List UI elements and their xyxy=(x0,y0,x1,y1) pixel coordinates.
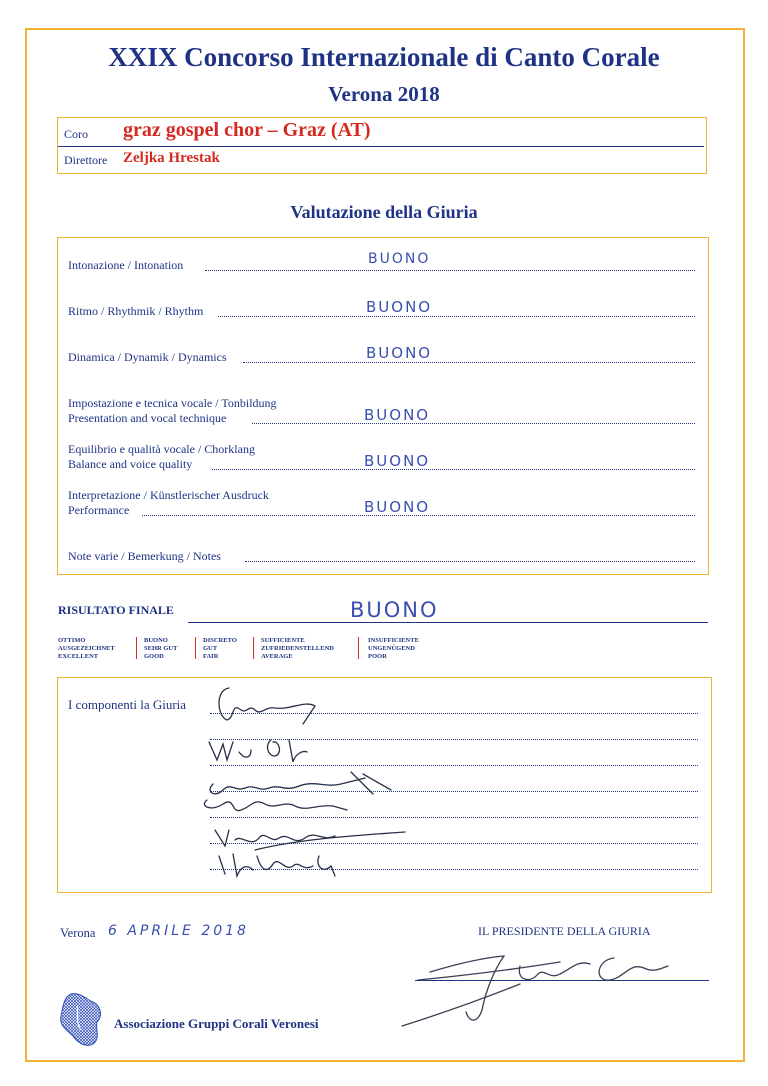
dotted-line xyxy=(205,270,695,271)
direttore-value: Zeljka Hrestak xyxy=(123,150,220,166)
criterion-label: Interpretazione / Künstlerischer Ausdruck xyxy=(68,488,269,502)
jury-signature xyxy=(204,800,347,811)
scale-de: AUSGEZEICHNET xyxy=(58,645,115,652)
scale-it: INSUFFICIENTE xyxy=(368,637,419,644)
dotted-line xyxy=(212,469,695,470)
criterion-label: Equilibrio e qualità vocale / Chorklang xyxy=(68,442,255,456)
scale-it: DISCRETO xyxy=(203,637,237,644)
criterion-label: Note varie / Bemerkung / Notes xyxy=(68,549,221,563)
criterion-grade: BUONO xyxy=(366,344,433,362)
final-result-label: RISULTATO FINALE xyxy=(58,603,174,617)
scale-en: AVERAGE xyxy=(261,653,293,660)
scale-separator xyxy=(195,637,196,659)
criterion-label: Dinamica / Dynamik / Dynamics xyxy=(68,350,227,364)
page-title: XXIX Concorso Internazionale di Canto Corale xyxy=(108,42,660,72)
dotted-line xyxy=(245,561,695,562)
date-value: 6 APRILE 2018 xyxy=(108,923,249,939)
criterion-label: Intonazione / Intonation xyxy=(68,258,184,272)
president-signature xyxy=(400,940,700,1030)
jury-signatures xyxy=(195,680,425,880)
criterion-grade: BUONO xyxy=(364,498,431,516)
jury-signature xyxy=(219,688,315,724)
criterion-label: Impostazione e tecnica vocale / Tonbildung xyxy=(68,396,277,410)
scale-it: SUFFICIENTE xyxy=(261,637,305,644)
dotted-line xyxy=(218,316,695,317)
president-label: IL PRESIDENTE DELLA GIURIA xyxy=(478,924,651,938)
page-subtitle: Verona 2018 xyxy=(328,82,440,106)
scale-en: POOR xyxy=(368,653,387,660)
scale-excellent xyxy=(58,637,115,661)
coro-label: Coro xyxy=(64,127,88,141)
criterion-grade: BUONO xyxy=(364,452,431,470)
scale-en: FAIR xyxy=(203,653,219,660)
jury-signature xyxy=(209,740,307,762)
scale-it: OTTIMO xyxy=(58,637,86,644)
criterion-label: Ritmo / Rhythmik / Rhythm xyxy=(68,304,204,318)
association-logo xyxy=(57,992,105,1048)
coro-rule xyxy=(58,146,704,147)
final-result-rule xyxy=(188,622,708,623)
scale-en: GOOD xyxy=(144,653,164,660)
final-result-grade: BUONO xyxy=(350,598,439,622)
dotted-line xyxy=(243,362,695,363)
section-title: Valutazione della Giuria xyxy=(290,202,478,222)
scale-de: SEHR GUT xyxy=(144,645,178,652)
criterion-grade: BUONO xyxy=(364,406,431,424)
criterion-grade: BUONO xyxy=(366,298,433,316)
scale-poor xyxy=(368,637,419,661)
coro-value: graz gospel chor – Graz (AT) xyxy=(123,119,371,141)
criterion-label-en: Presentation and vocal technique xyxy=(68,411,227,425)
association-name: Associazione Gruppi Corali Veronesi xyxy=(114,1016,319,1031)
scale-en: EXCELLENT xyxy=(58,653,99,660)
scale-de: ZUFRIEDENSTELLEND xyxy=(261,645,334,652)
criterion-label-en: Balance and voice quality xyxy=(68,457,193,471)
scale-fair xyxy=(203,637,237,661)
direttore-label: Direttore xyxy=(64,153,108,167)
jury-label: I componenti la Giuria xyxy=(68,697,187,712)
place-label: Verona xyxy=(60,926,96,940)
scale-de: UNGENÜGEND xyxy=(368,645,415,652)
criterion-grade: BUONO xyxy=(368,251,431,267)
scale-it: BUONO xyxy=(144,637,168,644)
criterion-label-en: Performance xyxy=(68,503,130,517)
scale-separator xyxy=(253,637,254,659)
dotted-line xyxy=(252,423,695,424)
scale-good xyxy=(144,637,177,661)
scale-de: GUT xyxy=(203,645,218,652)
scale-separator xyxy=(358,637,359,659)
scale-separator xyxy=(136,637,137,659)
jury-signature xyxy=(210,772,391,794)
jury-signature xyxy=(215,830,405,850)
jury-signature xyxy=(219,854,335,876)
scale-average xyxy=(261,637,334,661)
